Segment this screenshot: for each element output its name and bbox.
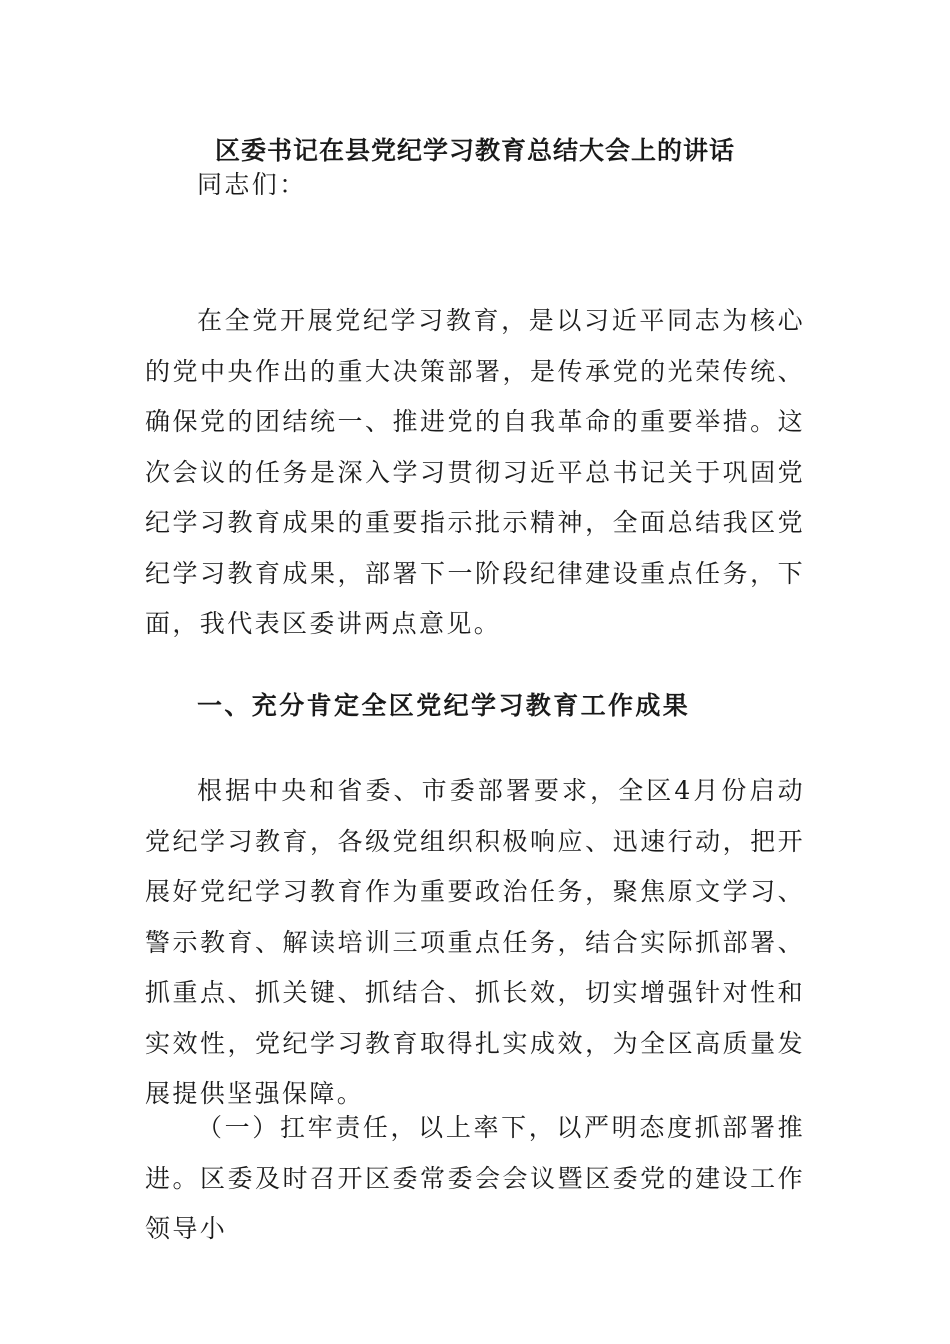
section-1-paragraph: 根据中央和省委、市委部署要求，全区4月份启动党纪学习教育，各级党组织积极响应、迅速行动，把开展好党纪学习教育作为重要政治任务，聚焦原文学习、警示教育、解读培训三项重点任务，结合实际抓部署、抓重点、抓关键、抓结合、抓长效，切实增强针对性和实效性，党纪学习教育取得扎实成效，为全区高质量发展提供坚强保障。 xyxy=(145,776,805,1108)
section-heading-1: 一、充分肯定全区党纪学习教育工作成果 xyxy=(197,691,691,720)
subsection-1-paragraph: （一）扛牢责任，以上率下，以严明态度抓部署推进。区委及时召开区委常委会会议暨区委党的建设工作领导小 xyxy=(145,1113,805,1243)
intro-paragraph: 在全党开展党纪学习教育，是以习近平同志为核心的党中央作出的重大决策部署，是传承党的光荣传统、确保党的团结统一、推进党的自我革命的重要举措。这次会议的任务是深入学习贯彻习近平总书记关于巩固党纪学习教育成果的重要指示批示精神，全面总结我区党纪学习教育成果，部署下一阶段纪律建设重点任务，下面，我代表区委讲两点意见。 xyxy=(145,306,805,638)
document-title: 区委书记在县党纪学习教育总结大会上的讲话 xyxy=(214,136,735,165)
salutation: 同志们： xyxy=(197,170,307,199)
